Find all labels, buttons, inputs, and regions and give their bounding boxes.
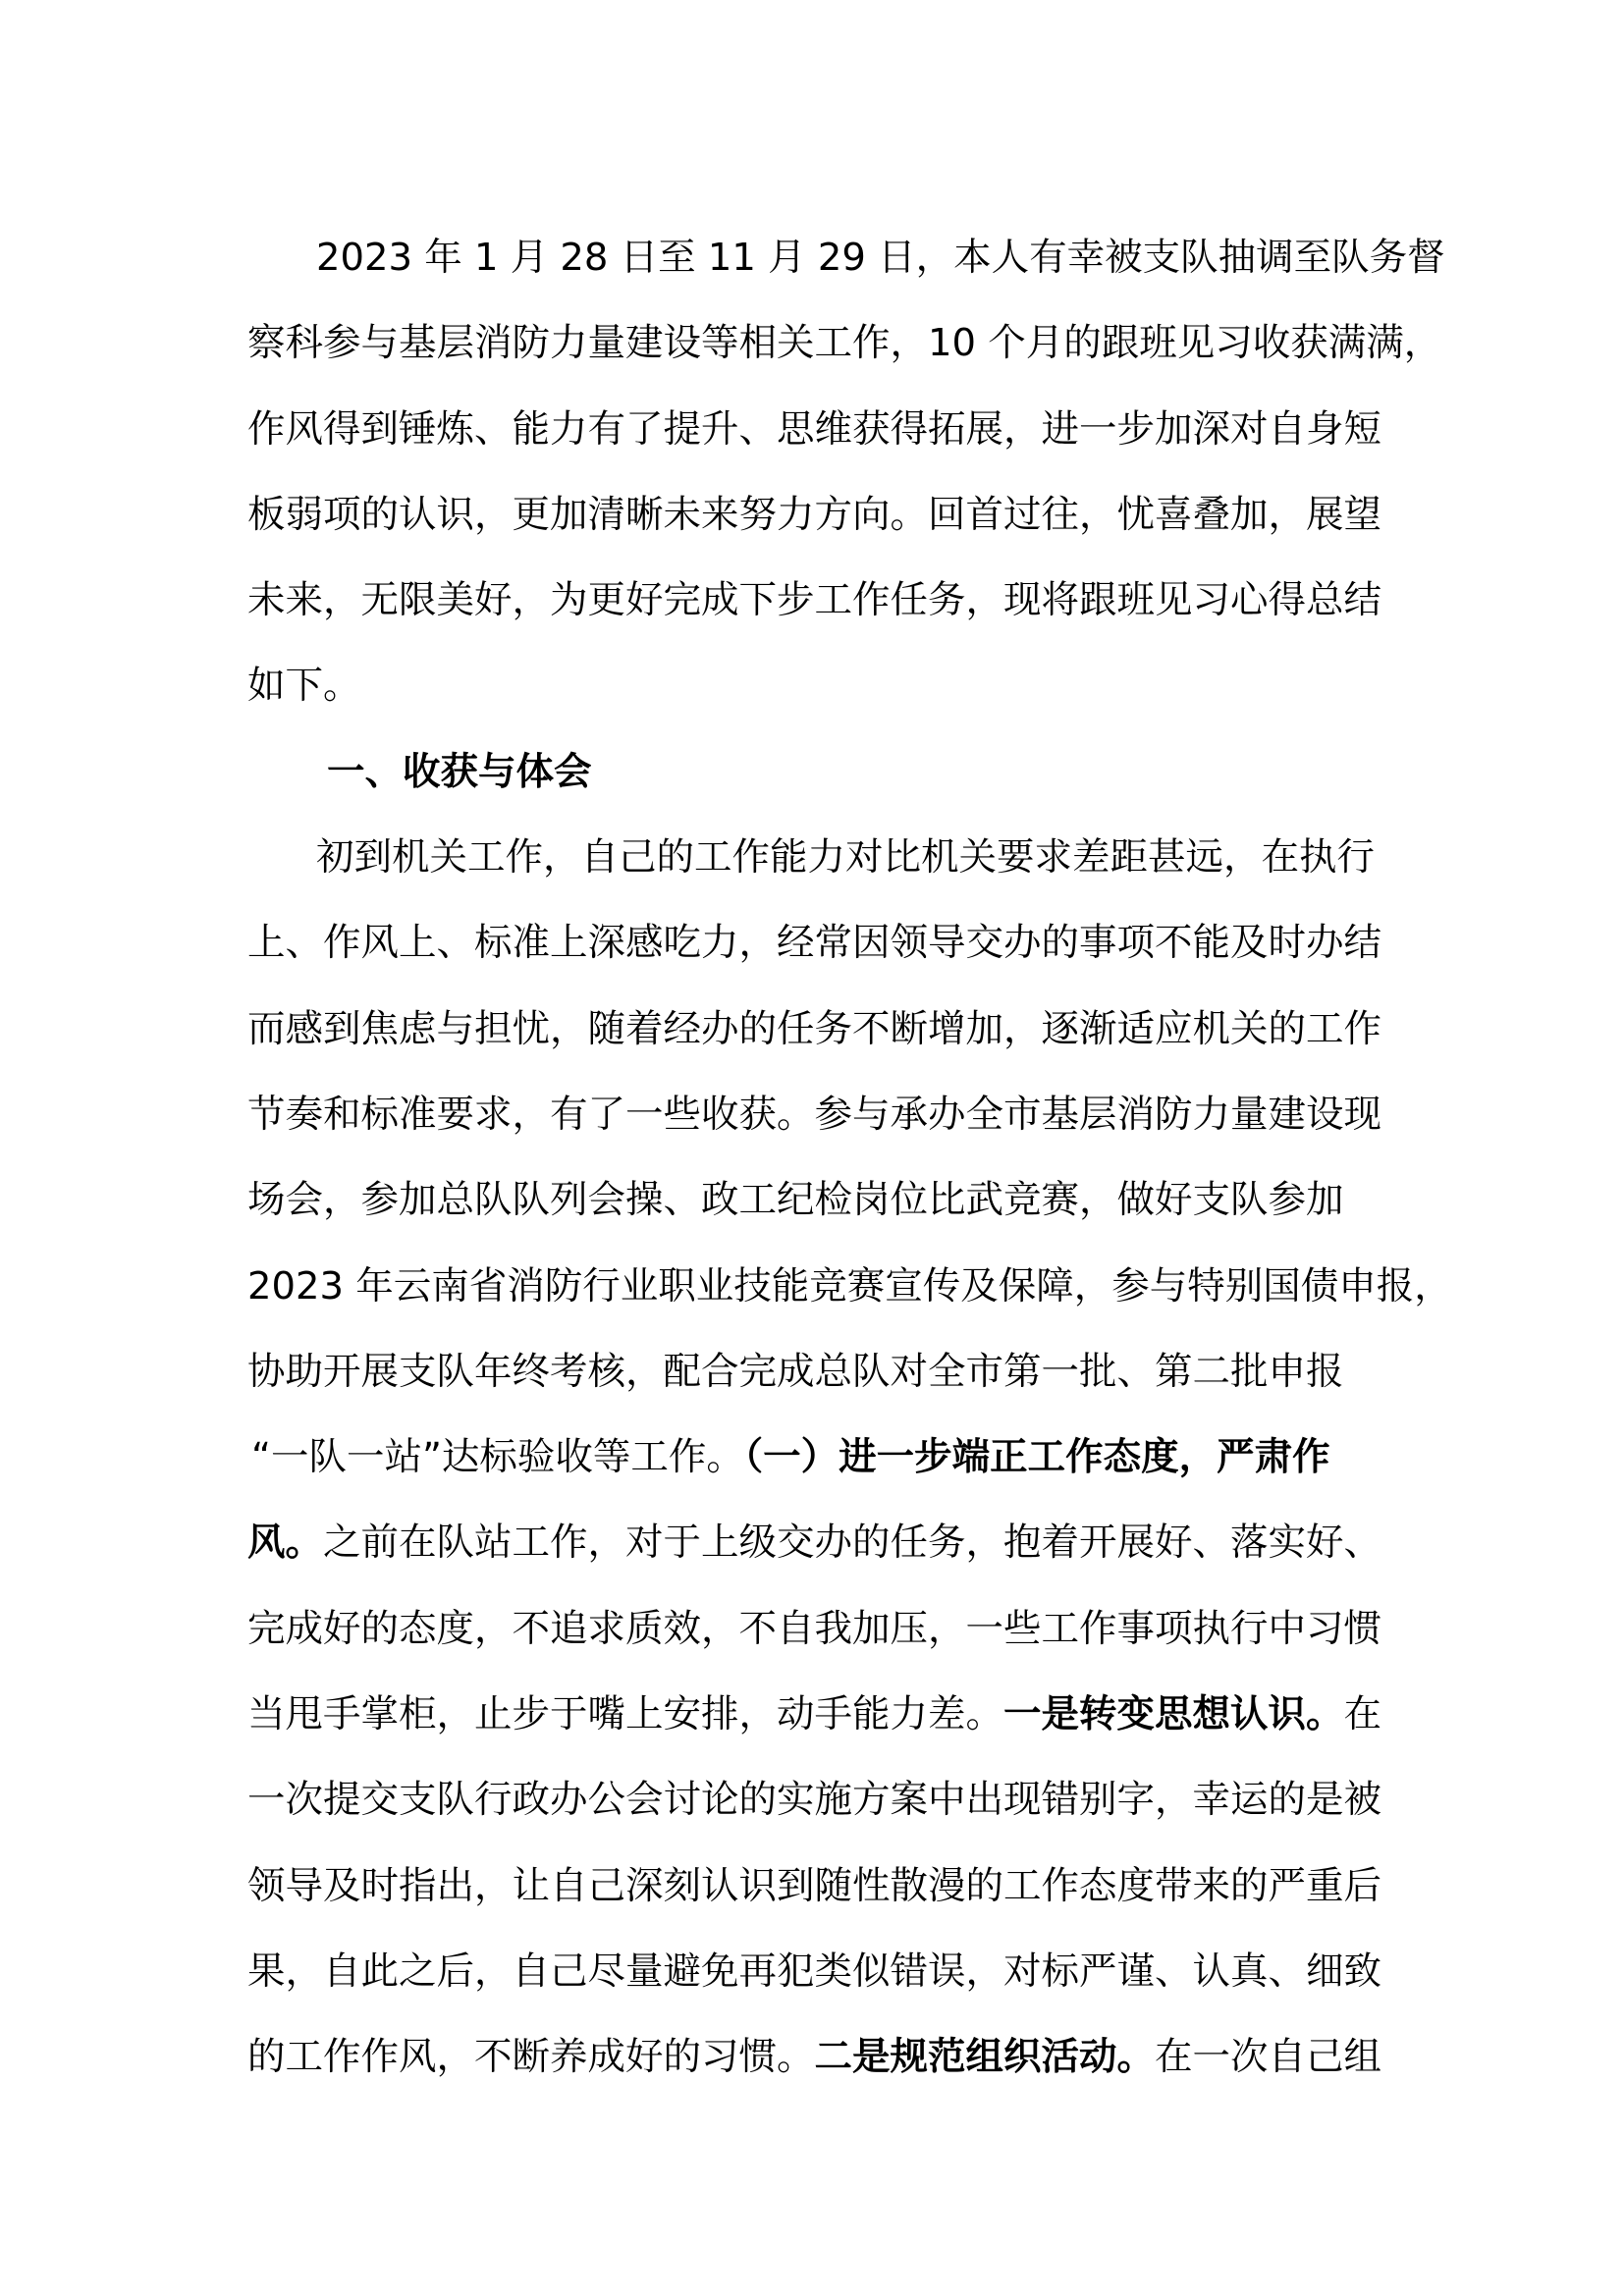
text-line (247, 643, 1396, 728)
text-line (247, 472, 1396, 558)
text-line (247, 1072, 1396, 1157)
text-line (247, 815, 1396, 900)
text-line (247, 215, 1445, 300)
text-line (247, 1672, 1396, 1757)
text-segment: 在一次自己组 (1155, 2035, 1382, 2080)
text-segment: 上、作风上、标准上深感吃力，经常因领导交办的事项不能及时办结 (247, 921, 1382, 966)
bold-text-segment: 一、收获与体会 (327, 749, 592, 794)
text-segment: 察科参与基层消防力量建设等相关工作，10 个月的跟班见习收获满满， (247, 321, 1442, 366)
text-segment: 果，自此之后，自己尽量避免再犯类似错误，对标严谨、认真、细致 (247, 1949, 1382, 1994)
text-line (247, 1843, 1396, 1929)
text-segment: 协助开展支队年终考核，配合完成总队对全市第一批、第二批申报 (247, 1349, 1344, 1394)
text-segment: 当甩手掌柜，止步于嘴上安排，动手能力差。 (247, 1692, 1004, 1737)
text-segment: 作风得到锤炼、能力有了提升、思维获得拓展，进一步加深对自身短 (247, 406, 1382, 452)
text-line (247, 1500, 1396, 1585)
text-line (247, 987, 1396, 1072)
text-segment: 在 (1343, 1692, 1382, 1737)
text-segment: 初到机关工作，自己的工作能力对比机关要求差距甚远，在执行 (316, 835, 1376, 881)
text-line (247, 387, 1396, 472)
text-segment: 未来，无限美好，为更好完成下步工作任务，现将跟班见习心得总结 (247, 578, 1382, 623)
text-line (247, 1157, 1396, 1243)
text-line (247, 1244, 1452, 1329)
text-line (247, 900, 1396, 986)
text-line (247, 2014, 1396, 2100)
text-segment: 2023 年云南省消防行业职业技能竞赛宣传及保障，参与特别国债申报， (247, 1263, 1452, 1308)
text-line (247, 1415, 1396, 1500)
text-line (247, 1586, 1396, 1672)
bold-text-segment: （一）进一步端正工作态度，严肃作 (743, 1435, 1330, 1480)
text-segment: 如下。 (247, 664, 361, 709)
bold-text-segment: 一是转变思想认识。 (1003, 1692, 1344, 1737)
text-line (247, 1329, 1396, 1415)
text-line (247, 1929, 1396, 2014)
text-segment: 领导及时指出，让自己深刻认识到随性散漫的工作态度带来的严重后 (247, 1863, 1382, 1908)
text-segment: 完成好的态度，不追求质效，不自我加压，一些工作事项执行中习惯 (247, 1606, 1382, 1651)
text-line (247, 300, 1442, 386)
text-segment: 而感到焦虑与担忧，随着经办的任务不断增加，逐渐适应机关的工作 (247, 1006, 1382, 1051)
bold-text-segment: 风。 (247, 1521, 324, 1566)
text-segment: 一次提交支队行政办公会讨论的实施方案中出现错别字，幸运的是被 (247, 1778, 1382, 1823)
document-body (247, 215, 1452, 2101)
text-segment: 板弱项的认识，更加清晰未来努力方向。回首过往，忧喜叠加，展望 (247, 492, 1382, 537)
section-heading (247, 729, 1396, 815)
bold-text-segment: 二是规范组织活动。 (814, 2035, 1156, 2080)
text-segment: 的工作作风，不断养成好的习惯。 (247, 2035, 815, 2080)
text-segment: 节奏和标准要求，有了一些收获。参与承办全市基层消防力量建设现 (247, 1092, 1382, 1137)
text-line (247, 1757, 1396, 1842)
text-segment: 2023 年 1 月 28 日至 11 月 29 日，本人有幸被支队抽调至队务督 (316, 236, 1445, 280)
text-segment: “一队一站”达标验收等工作。 (251, 1435, 744, 1480)
text-line (247, 558, 1396, 643)
text-segment: 之前在队站工作，对于上级交办的任务，抱着开展好、落实好、 (323, 1521, 1382, 1566)
text-segment: 场会，参加总队队列会操、政工纪检岗位比武竞赛，做好支队参加 (247, 1178, 1344, 1223)
